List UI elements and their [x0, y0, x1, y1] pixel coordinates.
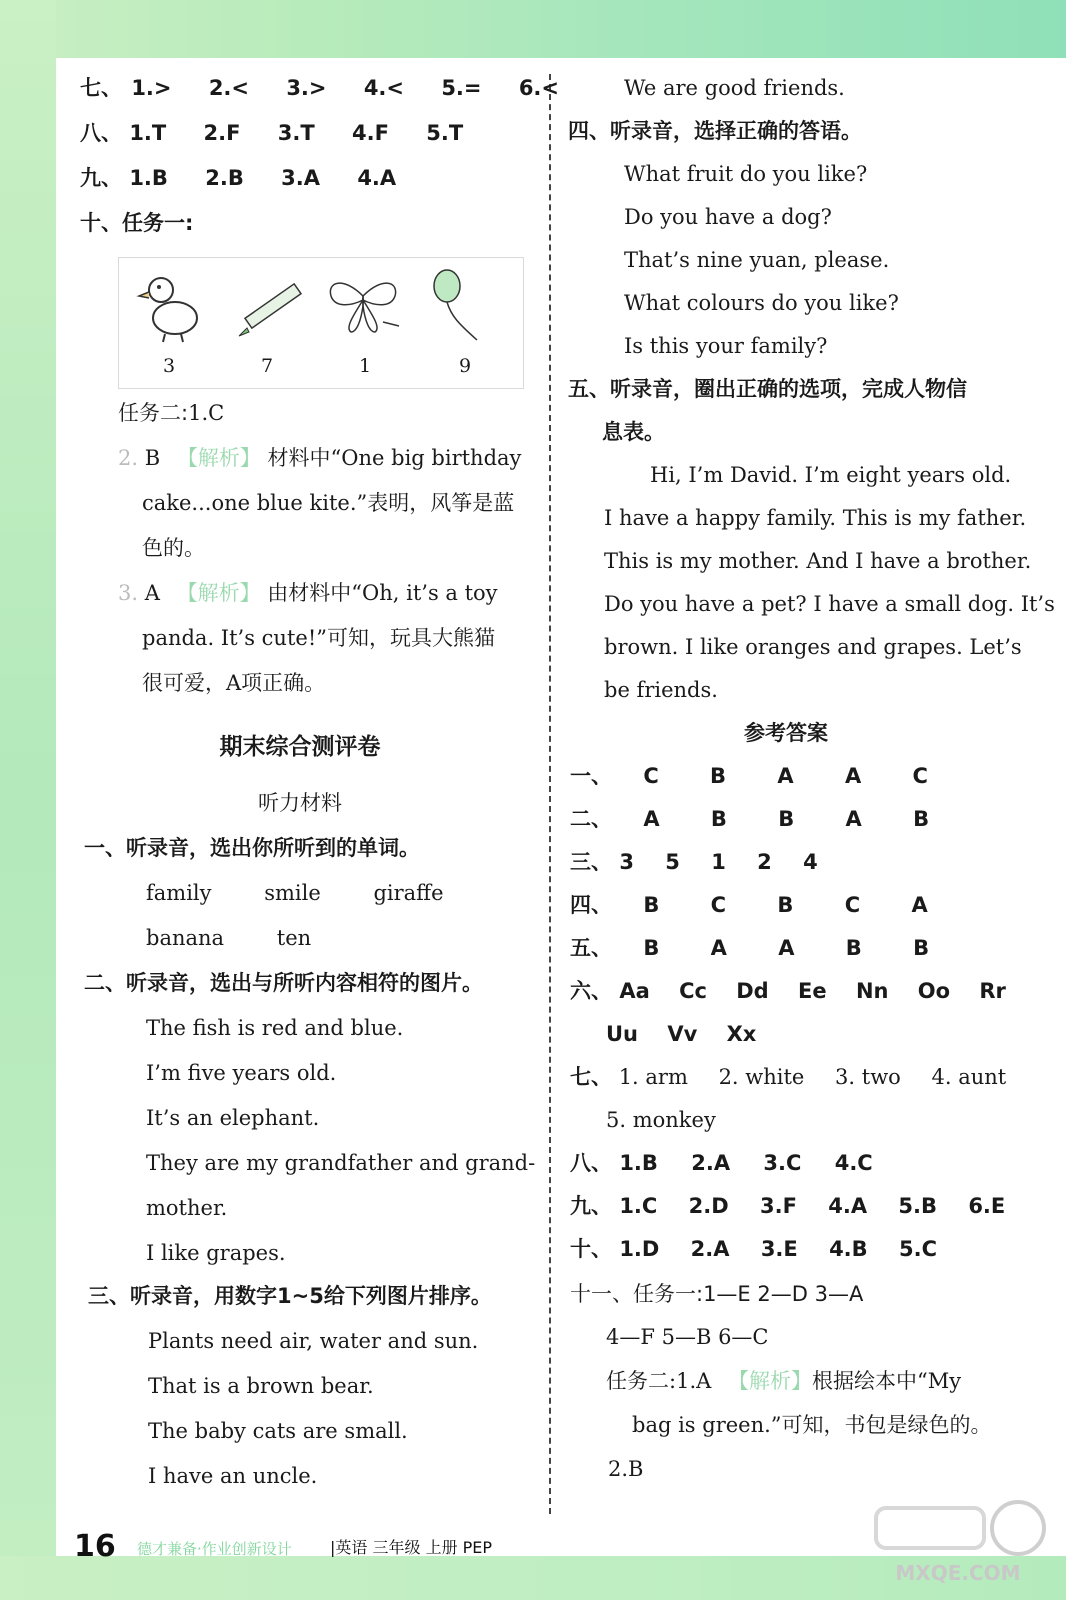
- answer: 5.B: [898, 1194, 937, 1218]
- answer: 4.<: [363, 76, 404, 100]
- watermark-text: MXQE.COM: [895, 1561, 1021, 1585]
- q8-row: [80, 120, 463, 146]
- answer: 2.B: [608, 1457, 644, 1481]
- s2-item: The fish is red and blue.: [146, 1016, 404, 1040]
- answer: 4. aunt: [931, 1065, 1007, 1089]
- analysis-text: panda. It’s cute!”可知，玩具大熊猫: [142, 626, 495, 650]
- q-number: 八、: [570, 1151, 612, 1175]
- a8-row: [570, 1150, 873, 1176]
- a4-row: [570, 892, 928, 918]
- answer: 2.A: [690, 1237, 730, 1261]
- duck-icon: [133, 266, 213, 346]
- q-number: 一、: [570, 764, 612, 788]
- task2-heading: 任务二:: [118, 401, 189, 425]
- answer: 3.T: [277, 121, 315, 145]
- q-number: 六、: [570, 979, 612, 1003]
- word: ten: [276, 926, 312, 950]
- answer: 1.T: [129, 121, 167, 145]
- s2-heading: 二、听录音，选出与所听内容相符的图片。: [84, 971, 483, 995]
- task2-item3: [118, 580, 498, 606]
- word: banana: [146, 926, 225, 950]
- crayon-icon: [233, 266, 313, 346]
- s2-item: It’s an elephant.: [146, 1106, 320, 1130]
- left-border: [0, 0, 56, 1600]
- answer: Oo: [917, 979, 951, 1003]
- listening-title: 听力材料: [258, 791, 342, 815]
- s3-item: I have an uncle.: [148, 1464, 318, 1488]
- a11-line1: 十一、任务一:1—E 2—D 3—A: [570, 1282, 864, 1306]
- answer: Xx: [726, 1022, 757, 1046]
- answer: Dd: [736, 979, 769, 1003]
- passage-line: brown. I like oranges and grapes. Let’s: [604, 635, 1022, 659]
- word: family: [146, 881, 212, 905]
- answer: 1.>: [131, 76, 172, 100]
- q9-row: [80, 165, 396, 191]
- answer: 6.<: [518, 76, 559, 100]
- a2-row: [570, 806, 929, 832]
- s1-heading: 一、听录音，选出你所听到的单词。: [84, 836, 420, 860]
- task2-row1: [118, 400, 224, 426]
- q-number: 九、: [570, 1194, 612, 1218]
- word: giraffe: [373, 881, 444, 905]
- q-number: 三、: [570, 850, 612, 874]
- q-number: 九、: [80, 166, 122, 190]
- q-number: 七、: [80, 76, 122, 100]
- answer: B: [643, 893, 660, 917]
- answer: A: [845, 807, 862, 831]
- a3-row: [570, 849, 818, 875]
- s3-heading: 三、听录音，用数字1~5给下列图片排序。: [88, 1284, 492, 1308]
- answer: 1.C: [188, 401, 225, 425]
- answer: C: [912, 764, 928, 788]
- answer: B: [643, 936, 660, 960]
- s5-heading: 五、听录音，圈出正确的选项，完成人物信: [568, 377, 967, 401]
- a6-row1: [570, 978, 1006, 1004]
- answer: 4.A: [828, 1194, 868, 1218]
- s2-item: I like grapes.: [146, 1241, 286, 1265]
- s1-word-row1: [146, 880, 444, 906]
- passage-line: Hi, I’m David. I’m eight years old.: [650, 463, 1012, 487]
- analysis-text: 色的。: [142, 536, 205, 560]
- answer: A: [144, 581, 160, 605]
- answer: 3. two: [835, 1065, 901, 1089]
- answer: Rr: [979, 979, 1006, 1003]
- answer: A: [643, 807, 660, 831]
- answer: B: [845, 936, 862, 960]
- answer: 2.D: [688, 1194, 729, 1218]
- passage-line: This is my mother. And I have a brother.: [604, 549, 1032, 573]
- q10-heading: 十、任务一:: [80, 211, 194, 235]
- passage-line: I have a happy family. This is my father.: [604, 506, 1027, 530]
- a7-row: [570, 1064, 1006, 1090]
- answer: 3.C: [763, 1151, 802, 1175]
- answer: 4.A: [357, 166, 397, 190]
- answer: 5.T: [426, 121, 464, 145]
- answer: Aa: [619, 979, 650, 1003]
- answer: C: [643, 764, 659, 788]
- footer-book-info: |英语 三年级 上册 PEP: [330, 1538, 493, 1557]
- picture-number: 3: [162, 355, 176, 377]
- answer: A: [778, 936, 795, 960]
- answer: B: [778, 807, 795, 831]
- answer: 5. monkey: [606, 1108, 716, 1132]
- analysis-text: 由材料中“Oh, it’s a toy: [267, 581, 498, 605]
- column-divider: [549, 74, 551, 1514]
- answer: 2.<: [208, 76, 249, 100]
- page-number: 16: [74, 1529, 116, 1564]
- answer: B: [777, 893, 794, 917]
- s4-item: Is this your family?: [624, 334, 828, 358]
- answer: 1.A: [676, 1369, 712, 1393]
- answer: B: [710, 807, 727, 831]
- a10-row: [570, 1236, 937, 1262]
- analysis-tag: 【解析】: [727, 1369, 812, 1393]
- answer: 5.=: [441, 76, 482, 100]
- q-number: 八、: [80, 121, 122, 145]
- answer: 3.E: [760, 1237, 798, 1261]
- q-number: 四、: [570, 893, 612, 917]
- picture-number: 7: [260, 355, 274, 377]
- analysis-text: 很可爱，A项正确。: [142, 671, 326, 695]
- analysis-text: 材料中“One big birthday: [267, 446, 522, 470]
- answer: 5: [665, 850, 680, 874]
- analysis-text: bag is green.”可知，书包是绿色的。: [632, 1413, 992, 1437]
- answer: A: [710, 936, 727, 960]
- answer: Cc: [679, 979, 707, 1003]
- s2-item: They are my grandfather and grand-: [146, 1151, 536, 1175]
- answer: B: [710, 764, 727, 788]
- s4-heading: 四、听录音，选择正确的答语。: [568, 119, 862, 143]
- q-number: 七、: [570, 1065, 612, 1089]
- watermark-logo: [868, 1490, 1048, 1590]
- answer: 4.C: [834, 1151, 873, 1175]
- s1-word-row2: [146, 925, 311, 951]
- s4-item: That’s nine yuan, please.: [624, 248, 890, 272]
- answer: 1. arm: [618, 1065, 688, 1089]
- word: smile: [264, 881, 321, 905]
- task1-picture-panel: [118, 257, 524, 389]
- task2-heading: 任务二:: [606, 1369, 677, 1393]
- answer: 2.F: [203, 121, 241, 145]
- answer: 3: [619, 850, 634, 874]
- item-number: 3.: [118, 581, 139, 605]
- picture-number: 9: [458, 355, 472, 377]
- s3-item: Plants need air, water and sun.: [148, 1329, 479, 1353]
- s4-item: What fruit do you like?: [624, 162, 868, 186]
- answer: 4: [803, 850, 818, 874]
- answer: C: [844, 893, 861, 917]
- balloon-icon: [425, 266, 505, 346]
- item-number: 2.: [118, 446, 139, 470]
- section-title: 期末综合测评卷: [219, 734, 381, 760]
- s2-item: mother.: [146, 1196, 228, 1220]
- answer: 4.F: [352, 121, 389, 145]
- answer: Nn: [855, 979, 889, 1003]
- answer: 3.A: [281, 166, 320, 190]
- r-item: We are good friends.: [624, 76, 845, 100]
- analysis-text: cake...one blue kite.”表明，风筝是蓝: [142, 491, 515, 515]
- footer-brand: 德才兼备·作业创新设计: [137, 1540, 292, 1558]
- answer: B: [913, 807, 930, 831]
- answer: 5.C: [898, 1237, 937, 1261]
- s3-item: The baby cats are small.: [148, 1419, 408, 1443]
- answer: 2.A: [691, 1151, 731, 1175]
- answer: A: [844, 764, 862, 788]
- answer: 1.D: [619, 1237, 660, 1261]
- q-number: 五、: [570, 936, 612, 960]
- answer: Vv: [667, 1022, 698, 1046]
- a9-row: [570, 1193, 1005, 1219]
- answer: 1: [711, 850, 726, 874]
- task2-item2: [118, 445, 521, 471]
- answer: 6.E: [968, 1194, 1006, 1218]
- a5-row: [570, 935, 929, 961]
- answer: B: [913, 936, 930, 960]
- answer: 1.B: [619, 1151, 658, 1175]
- a11-line2: 4—F 5—B 6—C: [606, 1325, 769, 1349]
- answers-title: 参考答案: [744, 721, 828, 745]
- answer: B: [144, 446, 161, 470]
- answer: 3.>: [286, 76, 327, 100]
- a6-row2: [606, 1021, 756, 1047]
- s4-item: What colours do you like?: [624, 291, 899, 315]
- passage-line: be friends.: [604, 678, 718, 702]
- q-number: 十、: [570, 1237, 612, 1261]
- answer: A: [777, 764, 794, 788]
- a1-row: [570, 763, 928, 789]
- s2-item: I’m five years old.: [146, 1061, 337, 1085]
- answer: C: [710, 893, 727, 917]
- answer: Uu: [606, 1022, 639, 1046]
- answer: 2: [757, 850, 772, 874]
- answer: 1.C: [619, 1194, 658, 1218]
- answer: 4.B: [829, 1237, 868, 1261]
- answer: 2. white: [718, 1065, 805, 1089]
- analysis-tag: 【解析】: [176, 446, 261, 470]
- s4-item: Do you have a dog?: [624, 205, 832, 229]
- q-number: 二、: [570, 807, 612, 831]
- s5-heading-cont: 息表。: [602, 420, 665, 444]
- top-border: [0, 0, 1066, 58]
- passage-line: Do you have a pet? I have a small dog. It’s: [604, 592, 1055, 616]
- s3-item: That is a brown bear.: [148, 1374, 374, 1398]
- butterfly-kite-icon: [323, 266, 403, 346]
- answer: 3.F: [759, 1194, 797, 1218]
- picture-number: 1: [358, 355, 372, 377]
- answer: 1.B: [129, 166, 168, 190]
- analysis-tag: 【解析】: [176, 581, 261, 605]
- a11-task2: [606, 1368, 961, 1394]
- q7-row: [80, 75, 559, 101]
- answer: 2.B: [205, 166, 244, 190]
- analysis-text: 根据绘本中“My: [811, 1369, 962, 1393]
- answer: Ee: [798, 979, 827, 1003]
- answer: A: [911, 893, 928, 917]
